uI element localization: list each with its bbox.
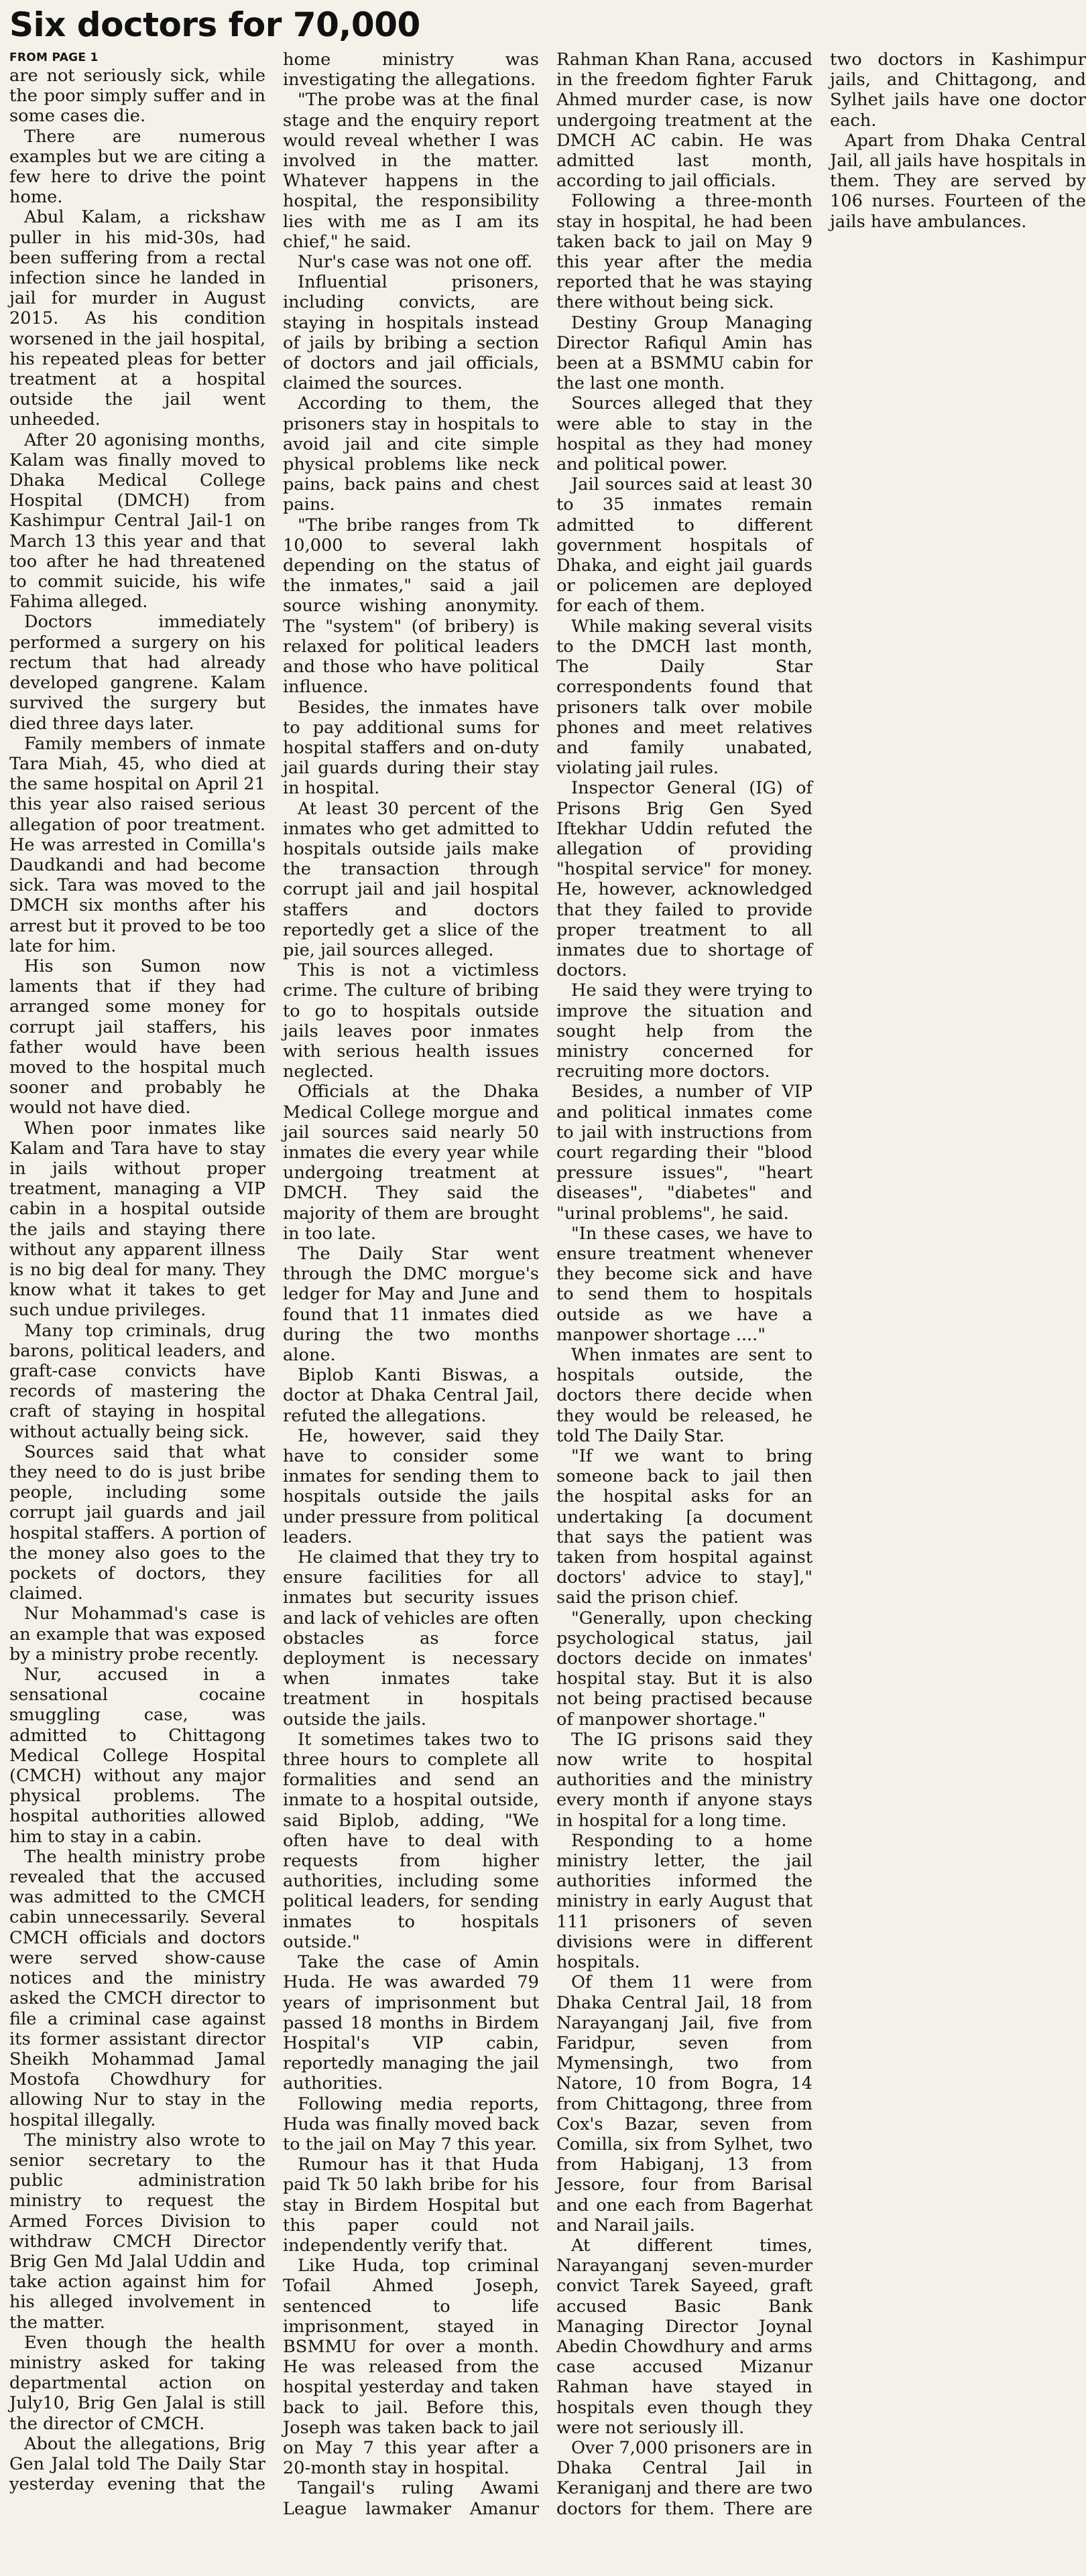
article-paragraph: Nur, accused in a sensational cocaine smuggling case, was admitted to Chittagong Medical College Hospital (CMCH) without any major physical problems. The hospital authorities allowed him to stay in a cabin. (9, 1665, 265, 1847)
article-paragraph: Abul Kalam, a rickshaw puller in his mid-30s, had been suffering from a rectal infection since he landed in jail for murder in August 2015. As his condition worsened in the jail hospital, his repeated pleas for better treatment at a hospital outside the jail went unheeded. (9, 207, 265, 430)
article-paragraph: The Daily Star went through the DMC morgue's ledger for May and June and found that 11 inmates died during the two months alone. (283, 1243, 539, 1365)
article-paragraph: Sources alleged that they were able to stay in the hospital as they had money and political power. (556, 393, 812, 475)
article-paragraph: Tangail's ruling Awami League lawmaker Amanur Rahman Khan Rana, accused in the freedom fighter Faruk Ahmed murder case, is now undergoing treatment at the DMCH AC cabin. He was admitted last month, according to jail officials. (283, 50, 812, 2519)
article-paragraph: Responding to a home ministry letter, the jail authorities informed the ministry in early August that 111 prisoners of seven divisions were in different hospitals. (556, 1830, 812, 1973)
article-paragraph: Following a three-month stay in hospital, he had been taken back to jail on May 9 this year after the media reported that he was staying there without being sick. (556, 191, 812, 313)
article-paragraph: At least 30 percent of the inmates who get admitted to hospitals outside jails make the transaction through corrupt jail and jail hospital staffers and doctors reportedly get a slice of the pie, jail sources alleged. (283, 798, 539, 960)
article-paragraph: "In these cases, we have to ensure treatment whenever they become sick and have to send them to hospitals outside as we have a manpower shortage ...." (556, 1223, 812, 1345)
article-paragraph: According to them, the prisoners stay in hospitals to avoid jail and cite simple physical problems like neck pains, back pains and chest pains. (283, 393, 539, 515)
article-paragraph: Many top criminals, drug barons, political leaders, and graft-case convicts have records of mastering the craft of staying in hospital without actually being sick. (9, 1320, 265, 1442)
article-paragraph: The health ministry probe revealed that the accused was admitted to the CMCH cabin unnecessarily. Several CMCH officials and doctors were served show-cause notices and the ministry asked the CMCH director to file a criminal case against its former assistant director Sheikh Mohammad Jamal Mostofa Chowdhury for allowing Nur to stay in the hospital illegally. (9, 1846, 265, 2130)
article-paragraph: It sometimes takes two to three hours to complete all formalities and send an inmate to a hospital outside, said Biplob, adding, "We often have to deal with requests from higher authorities, including some political leaders, for sending inmates to hospitals outside." (283, 1729, 539, 1952)
article-paragraph: When inmates are sent to hospitals outside, the doctors there decide when they would be released, he told The Daily Star. (556, 1345, 812, 1446)
article-paragraph: "The bribe ranges from Tk 10,000 to several lakh depending on the status of the inmates," said a jail source wishing anonymity. The "system" (of bribery) is relaxed for political leaders and those who have political influence. (283, 515, 539, 698)
article-paragraph: The IG prisons said they now write to hospital authorities and the ministry every month if anyone stays in hospital for a long time. (556, 1729, 812, 1831)
article-paragraph: Officials at the Dhaka Medical College morgue and jail sources said nearly 50 inmates die every year while undergoing treatment at DMCH. They said the majority of them are brought in too late. (283, 1082, 539, 1244)
article-paragraph: "The probe was at the final stage and the enquiry report would reveal whether I was involved in the matter. Whatever happens in the hospital, the responsibility lies with me as I am its chief," he said. (283, 90, 539, 252)
article-paragraph: At different times, Narayanganj seven-murder convict Tarek Sayeed, graft accused Basic Bank Managing Director Joynal Abedin Chowdhury and arms case accused Mizanur Rahman have stayed in hospitals even though they were not seriously ill. (556, 2235, 812, 2438)
article-paragraph: Nur Mohammad's case is an example that was exposed by a ministry probe recently. (9, 1604, 265, 1665)
article-paragraph: Influential prisoners, including convicts, are staying in hospitals instead of jails by bribing a section of doctors and jail officials, claimed the sources. (283, 272, 539, 394)
article-paragraph: Apart from Dhaka Central Jail, all jails have hospitals in them. They are served by 106 nurses. Fourteen of the jails have ambulances. (830, 130, 1086, 232)
article-paragraph: Inspector General (IG) of Prisons Brig Gen Syed Iftekhar Uddin refuted the allegation of providing "hospital service" for money. He, however, acknowledged that they failed to provide proper treatment to all inmates due to shortage of doctors. (556, 778, 812, 981)
article-paragraph: Following media reports, Huda was finally moved back to the jail on May 7 this year. (283, 2094, 539, 2154)
article-paragraph: Besides, the inmates have to pay additional sums for hospital staffers and on-duty jail guards during their stay in hospital. (283, 697, 539, 799)
article-paragraph: There are numerous examples but we are citing a few here to drive the point home. (9, 126, 265, 208)
article-paragraph: Besides, a number of VIP and political inmates come to jail with instructions from court regarding their "blood pressure issues", "heart diseases", "diabetes" and "urinal problems", he said. (556, 1082, 812, 1224)
article-paragraph: When poor inmates like Kalam and Tara have to stay in jails without proper treatment, managing a VIP cabin in a hospital outside the jails and staying there without any apparent illness is no big deal for many. They know what it takes to get such undue privileges. (9, 1118, 265, 1321)
headline: Six doctors for 70,000 (9, 5, 420, 44)
article-paragraph: He, however, said they have to consider some inmates for sending them to hospitals outside the jails under pressure from political leaders. (283, 1425, 539, 1547)
article-paragraph: Take the case of Amin Huda. He was awarded 79 years of imprisonment but passed 18 months in Birdem Hospital's VIP cabin, reportedly managing the jail authorities. (283, 1952, 539, 2094)
article-paragraph: Of them 11 were from Dhaka Central Jail, 18 from Narayanganj Jail, five from Faridpur, seven from Mymensingh, two from Natore, 10 from Bogra, 14 from Chittagong, three from Cox's Bazar, seven from Comilla, six from Sylhet, two from Habiganj, 13 from Jessore, four from Barisal and one each from Bagerhat and Narail jails. (556, 1972, 812, 2236)
article-paragraph: He claimed that they try to ensure facilities for all inmates but security issues and lack of vehicles are often obstacles as force deployment is necessary when inmates take treatment in hospitals outside the jails. (283, 1547, 539, 1730)
article-body (9, 50, 1086, 2529)
article-paragraph: Over 7,000 prisoners are in Dhaka Central Jail in Keraniganj and there are two doctors for them. There are two doctors in Kashimpur jails, and Chittagong, and Sylhet jails have one doctor each. (556, 50, 1086, 2519)
article-paragraph: His son Sumon now laments that if they had arranged some money for corrupt jail staffers, his father would have been moved to the hospital much sooner and probably he would not have died. (9, 956, 265, 1118)
article-paragraph: Like Huda, top criminal Tofail Ahmed Joseph, sentenced to life imprisonment, stayed in BSMMU for over a month. He was released from the hospital yesterday and taken back to jail. Before this, Joseph was taken back to jail on May 7 this year after a 20-month stay in hospital. (283, 2256, 539, 2479)
article-paragraph: "Generally, upon checking psychological status, jail doctors decide on inmates' hospital stay. But it is also not being practised because of manpower shortage." (556, 1608, 812, 1730)
article-paragraph: Even though the health ministry asked for taking departmental action on July10, Brig Gen Jalal is still the director of CMCH. (9, 2332, 265, 2434)
article-paragraph: Rumour has it that Huda paid Tk 50 lakh bribe for his stay in Birdem Hospital but this paper could not independently verify that. (283, 2154, 539, 2256)
article-paragraph: This is not a victimless crime. The culture of bribing to go to hospitals outside jails leaves poor inmates with serious health issues neglected. (283, 960, 539, 1082)
article-paragraph: Family members of inmate Tara Miah, 45, who died at the same hospital on April 21 this year also raised serious allegation of poor treatment. He was arrested in Comilla's Daudkandi and had become sick. Tara was moved to the DMCH six months after his arrest but it proved to be too late for him. (9, 733, 265, 956)
article-paragraph: The ministry also wrote to senior secretary to the public administration ministry to request the Armed Forces Division to withdraw CMCH Director Brig Gen Md Jalal Uddin and take action against him for his alleged involvement in the matter. (9, 2130, 265, 2333)
article-paragraph: Destiny Group Managing Director Rafiqul Amin has been at a BSMMU cabin for the last one month. (556, 312, 812, 394)
article-paragraph: Biplob Kanti Biswas, a doctor at Dhaka Central Jail, refuted the allegations. (283, 1365, 539, 1426)
article-paragraph: He said they were trying to improve the situation and sought help from the ministry concerned for recruiting more doctors. (556, 980, 812, 1082)
article-paragraph: After 20 agonising months, Kalam was finally moved to Dhaka Medical College Hospital (DMCH) from Kashimpur Central Jail-1 on March 13 this year and that too after he had threatened to commit suicide, his wife Fahima alleged. (9, 430, 265, 613)
article-paragraph: While making several visits to the DMCH last month, The Daily Star correspondents found that prisoners talk over mobile phones and meet relatives and family unabated, violating jail rules. (556, 616, 812, 779)
article-paragraph: are not seriously sick, while the poor simply suffer and in some cases die. (9, 66, 265, 127)
article-paragraph: "If we want to bring someone back to jail then the hospital asks for an undertaking [a document that says the patient was taken from hospital against doctors' advice to stay]," said the prison chief. (556, 1446, 812, 1608)
article-paragraph: Jail sources said at least 30 to 35 inmates remain admitted to different government hospitals of Dhaka, and eight jail guards or policemen are deployed for each of them. (556, 474, 812, 617)
continuation-kicker: FROM PAGE 1 (9, 51, 99, 64)
article-paragraph: About the allegations, Brig Gen Jalal told The Daily Star yesterday evening that the home ministry was investigating the allegations. (9, 50, 539, 2495)
article-paragraph: Doctors immediately performed a surgery on his rectum that had already developed gangrene. Kalam survived the surgery but died three days later. (9, 612, 265, 734)
article-paragraph: Sources said that what they need to do is just bribe people, including some corrupt jail guards and jail hospital staffers. A portion of the money also goes to the pockets of doctors, they claimed. (9, 1441, 265, 1604)
article-paragraph: Nur's case was not one off. (298, 252, 533, 273)
